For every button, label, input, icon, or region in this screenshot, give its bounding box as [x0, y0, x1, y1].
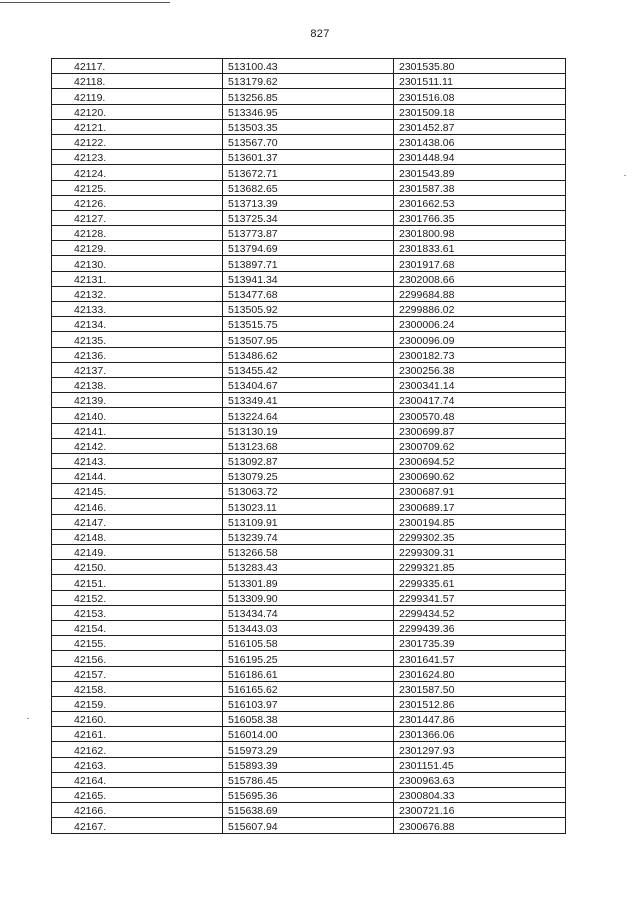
table-row — [52, 438, 566, 453]
table-row — [52, 119, 566, 134]
x-coordinate-cell: 513301.89 — [223, 575, 394, 590]
x-coordinate-cell: 516105.58 — [223, 636, 394, 651]
x-coordinate-cell: 513941.34 — [223, 271, 394, 286]
point-id-cell: 42141. — [52, 423, 223, 438]
y-coordinate-cell: 2301833.61 — [394, 241, 566, 256]
point-id-cell: 42127. — [52, 210, 223, 225]
table-row — [52, 286, 566, 301]
table-row — [52, 453, 566, 468]
coordinate-table — [51, 58, 566, 834]
table-row — [52, 560, 566, 575]
point-id-cell: 42161. — [52, 727, 223, 742]
y-coordinate-cell: 2301509.18 — [394, 104, 566, 119]
point-id-cell: 42118. — [52, 74, 223, 89]
y-coordinate-cell: 2299321.85 — [394, 560, 566, 575]
table-row — [52, 575, 566, 590]
table-row — [52, 377, 566, 392]
scan-speck — [27, 718, 29, 719]
x-coordinate-cell: 513713.39 — [223, 195, 394, 210]
table-row — [52, 636, 566, 651]
table-row — [52, 332, 566, 347]
x-coordinate-cell: 513672.71 — [223, 165, 394, 180]
coordinate-table-body — [52, 59, 566, 834]
table-row — [52, 271, 566, 286]
point-id-cell: 42128. — [52, 226, 223, 241]
y-coordinate-cell: 2300694.52 — [394, 453, 566, 468]
y-coordinate-cell: 2299684.88 — [394, 286, 566, 301]
point-id-cell: 42130. — [52, 256, 223, 271]
y-coordinate-cell: 2299886.02 — [394, 302, 566, 317]
point-id-cell: 42155. — [52, 636, 223, 651]
x-coordinate-cell: 513239.74 — [223, 529, 394, 544]
point-id-cell: 42146. — [52, 499, 223, 514]
x-coordinate-cell: 513346.95 — [223, 104, 394, 119]
x-coordinate-cell: 513283.43 — [223, 560, 394, 575]
y-coordinate-cell: 2301512.86 — [394, 696, 566, 711]
x-coordinate-cell: 513092.87 — [223, 453, 394, 468]
y-coordinate-cell: 2301366.06 — [394, 727, 566, 742]
point-id-cell: 42135. — [52, 332, 223, 347]
y-coordinate-cell: 2300709.62 — [394, 438, 566, 453]
x-coordinate-cell: 516186.61 — [223, 666, 394, 681]
x-coordinate-cell: 516195.25 — [223, 651, 394, 666]
y-coordinate-cell: 2300570.48 — [394, 408, 566, 423]
y-coordinate-cell: 2300417.74 — [394, 393, 566, 408]
scan-speck — [624, 175, 626, 176]
point-id-cell: 42153. — [52, 605, 223, 620]
table-row — [52, 757, 566, 772]
table-row — [52, 165, 566, 180]
table-row — [52, 226, 566, 241]
y-coordinate-cell: 2300721.16 — [394, 803, 566, 818]
y-coordinate-cell: 2301641.57 — [394, 651, 566, 666]
y-coordinate-cell: 2301543.89 — [394, 165, 566, 180]
point-id-cell: 42121. — [52, 119, 223, 134]
y-coordinate-cell: 2301735.39 — [394, 636, 566, 651]
y-coordinate-cell: 2301917.68 — [394, 256, 566, 271]
x-coordinate-cell: 515893.39 — [223, 757, 394, 772]
table-row — [52, 818, 566, 833]
x-coordinate-cell: 515786.45 — [223, 772, 394, 787]
y-coordinate-cell: 2301447.86 — [394, 712, 566, 727]
y-coordinate-cell: 2301452.87 — [394, 119, 566, 134]
point-id-cell: 42156. — [52, 651, 223, 666]
x-coordinate-cell: 515638.69 — [223, 803, 394, 818]
table-row — [52, 134, 566, 149]
point-id-cell: 42124. — [52, 165, 223, 180]
table-row — [52, 666, 566, 681]
x-coordinate-cell: 513455.42 — [223, 362, 394, 377]
point-id-cell: 42123. — [52, 150, 223, 165]
x-coordinate-cell: 513109.91 — [223, 514, 394, 529]
x-coordinate-cell: 513897.71 — [223, 256, 394, 271]
x-coordinate-cell: 513309.90 — [223, 590, 394, 605]
y-coordinate-cell: 2301516.08 — [394, 89, 566, 104]
y-coordinate-cell: 2299434.52 — [394, 605, 566, 620]
point-id-cell: 42137. — [52, 362, 223, 377]
table-row — [52, 484, 566, 499]
table-row — [52, 469, 566, 484]
table-row — [52, 302, 566, 317]
table-row — [52, 696, 566, 711]
page-number: 827 — [310, 28, 330, 40]
x-coordinate-cell: 513794.69 — [223, 241, 394, 256]
y-coordinate-cell: 2301662.53 — [394, 195, 566, 210]
x-coordinate-cell: 513063.72 — [223, 484, 394, 499]
x-coordinate-cell: 513725.34 — [223, 210, 394, 225]
table-row — [52, 499, 566, 514]
table-row — [52, 803, 566, 818]
point-id-cell: 42147. — [52, 514, 223, 529]
point-id-cell: 42148. — [52, 529, 223, 544]
point-id-cell: 42117. — [52, 59, 223, 74]
point-id-cell: 42140. — [52, 408, 223, 423]
x-coordinate-cell: 513130.19 — [223, 423, 394, 438]
x-coordinate-cell: 513486.62 — [223, 347, 394, 362]
point-id-cell: 42122. — [52, 134, 223, 149]
x-coordinate-cell: 513224.64 — [223, 408, 394, 423]
table-row — [52, 59, 566, 74]
y-coordinate-cell: 2300963.63 — [394, 772, 566, 787]
x-coordinate-cell: 513256.85 — [223, 89, 394, 104]
x-coordinate-cell: 513404.67 — [223, 377, 394, 392]
y-coordinate-cell: 2300689.17 — [394, 499, 566, 514]
table-row — [52, 651, 566, 666]
y-coordinate-cell: 2301151.45 — [394, 757, 566, 772]
top-scan-rule — [0, 2, 170, 3]
point-id-cell: 42165. — [52, 788, 223, 803]
y-coordinate-cell: 2300699.87 — [394, 423, 566, 438]
point-id-cell: 42166. — [52, 803, 223, 818]
x-coordinate-cell: 513179.62 — [223, 74, 394, 89]
y-coordinate-cell: 2301448.94 — [394, 150, 566, 165]
y-coordinate-cell: 2301587.38 — [394, 180, 566, 195]
point-id-cell: 42158. — [52, 681, 223, 696]
x-coordinate-cell: 513503.35 — [223, 119, 394, 134]
table-row — [52, 195, 566, 210]
point-id-cell: 42149. — [52, 545, 223, 560]
y-coordinate-cell: 2301438.06 — [394, 134, 566, 149]
table-row — [52, 742, 566, 757]
table-row — [52, 210, 566, 225]
x-coordinate-cell: 515695.36 — [223, 788, 394, 803]
x-coordinate-cell: 516103.97 — [223, 696, 394, 711]
point-id-cell: 42125. — [52, 180, 223, 195]
table-row — [52, 317, 566, 332]
x-coordinate-cell: 513079.25 — [223, 469, 394, 484]
x-coordinate-cell: 513349.41 — [223, 393, 394, 408]
table-row — [52, 681, 566, 696]
table-row — [52, 89, 566, 104]
table-row — [52, 772, 566, 787]
y-coordinate-cell: 2300804.33 — [394, 788, 566, 803]
y-coordinate-cell: 2299439.36 — [394, 620, 566, 635]
x-coordinate-cell: 513682.65 — [223, 180, 394, 195]
y-coordinate-cell: 2300182.73 — [394, 347, 566, 362]
point-id-cell: 42145. — [52, 484, 223, 499]
y-coordinate-cell: 2300194.85 — [394, 514, 566, 529]
y-coordinate-cell: 2299302.35 — [394, 529, 566, 544]
table-row — [52, 347, 566, 362]
point-id-cell: 42132. — [52, 286, 223, 301]
y-coordinate-cell: 2301800.98 — [394, 226, 566, 241]
table-row — [52, 788, 566, 803]
table-row — [52, 620, 566, 635]
table-row — [52, 362, 566, 377]
y-coordinate-cell: 2299341.57 — [394, 590, 566, 605]
y-coordinate-cell: 2300006.24 — [394, 317, 566, 332]
x-coordinate-cell: 516058.38 — [223, 712, 394, 727]
table-row — [52, 590, 566, 605]
x-coordinate-cell: 513515.75 — [223, 317, 394, 332]
point-id-cell: 42164. — [52, 772, 223, 787]
point-id-cell: 42139. — [52, 393, 223, 408]
y-coordinate-cell: 2301511.11 — [394, 74, 566, 89]
y-coordinate-cell: 2300096.09 — [394, 332, 566, 347]
x-coordinate-cell: 513123.68 — [223, 438, 394, 453]
point-id-cell: 42126. — [52, 195, 223, 210]
x-coordinate-cell: 513601.37 — [223, 150, 394, 165]
point-id-cell: 42142. — [52, 438, 223, 453]
y-coordinate-cell: 2300341.14 — [394, 377, 566, 392]
y-coordinate-cell: 2301587.50 — [394, 681, 566, 696]
x-coordinate-cell: 513434.74 — [223, 605, 394, 620]
y-coordinate-cell: 2301766.35 — [394, 210, 566, 225]
table-row — [52, 393, 566, 408]
point-id-cell: 42129. — [52, 241, 223, 256]
point-id-cell: 42162. — [52, 742, 223, 757]
table-row — [52, 712, 566, 727]
point-id-cell: 42163. — [52, 757, 223, 772]
y-coordinate-cell: 2300256.38 — [394, 362, 566, 377]
point-id-cell: 42167. — [52, 818, 223, 833]
point-id-cell: 42159. — [52, 696, 223, 711]
y-coordinate-cell: 2302008.66 — [394, 271, 566, 286]
x-coordinate-cell: 513100.43 — [223, 59, 394, 74]
table-row — [52, 104, 566, 119]
y-coordinate-cell: 2300687.91 — [394, 484, 566, 499]
table-row — [52, 150, 566, 165]
point-id-cell: 42150. — [52, 560, 223, 575]
x-coordinate-cell: 513773.87 — [223, 226, 394, 241]
y-coordinate-cell: 2299309.31 — [394, 545, 566, 560]
x-coordinate-cell: 513477.68 — [223, 286, 394, 301]
x-coordinate-cell: 513023.11 — [223, 499, 394, 514]
table-row — [52, 408, 566, 423]
table-row — [52, 241, 566, 256]
point-id-cell: 42131. — [52, 271, 223, 286]
table-row — [52, 423, 566, 438]
point-id-cell: 42143. — [52, 453, 223, 468]
point-id-cell: 42138. — [52, 377, 223, 392]
table-row — [52, 545, 566, 560]
y-coordinate-cell: 2301297.93 — [394, 742, 566, 757]
x-coordinate-cell: 515607.94 — [223, 818, 394, 833]
y-coordinate-cell: 2301624.80 — [394, 666, 566, 681]
x-coordinate-cell: 513266.58 — [223, 545, 394, 560]
table-row — [52, 529, 566, 544]
table-row — [52, 605, 566, 620]
x-coordinate-cell: 513507.95 — [223, 332, 394, 347]
x-coordinate-cell: 516165.62 — [223, 681, 394, 696]
table-row — [52, 727, 566, 742]
point-id-cell: 42133. — [52, 302, 223, 317]
x-coordinate-cell: 515973.29 — [223, 742, 394, 757]
x-coordinate-cell: 516014.00 — [223, 727, 394, 742]
point-id-cell: 42144. — [52, 469, 223, 484]
point-id-cell: 42119. — [52, 89, 223, 104]
table-row — [52, 74, 566, 89]
table-row — [52, 180, 566, 195]
point-id-cell: 42160. — [52, 712, 223, 727]
y-coordinate-cell: 2300690.62 — [394, 469, 566, 484]
point-id-cell: 42152. — [52, 590, 223, 605]
x-coordinate-cell: 513567.70 — [223, 134, 394, 149]
table-row — [52, 256, 566, 271]
point-id-cell: 42134. — [52, 317, 223, 332]
x-coordinate-cell: 513505.92 — [223, 302, 394, 317]
point-id-cell: 42157. — [52, 666, 223, 681]
x-coordinate-cell: 513443.03 — [223, 620, 394, 635]
point-id-cell: 42136. — [52, 347, 223, 362]
point-id-cell: 42151. — [52, 575, 223, 590]
y-coordinate-cell: 2299335.61 — [394, 575, 566, 590]
table-row — [52, 514, 566, 529]
point-id-cell: 42154. — [52, 620, 223, 635]
point-id-cell: 42120. — [52, 104, 223, 119]
y-coordinate-cell: 2301535.80 — [394, 59, 566, 74]
y-coordinate-cell: 2300676.88 — [394, 818, 566, 833]
